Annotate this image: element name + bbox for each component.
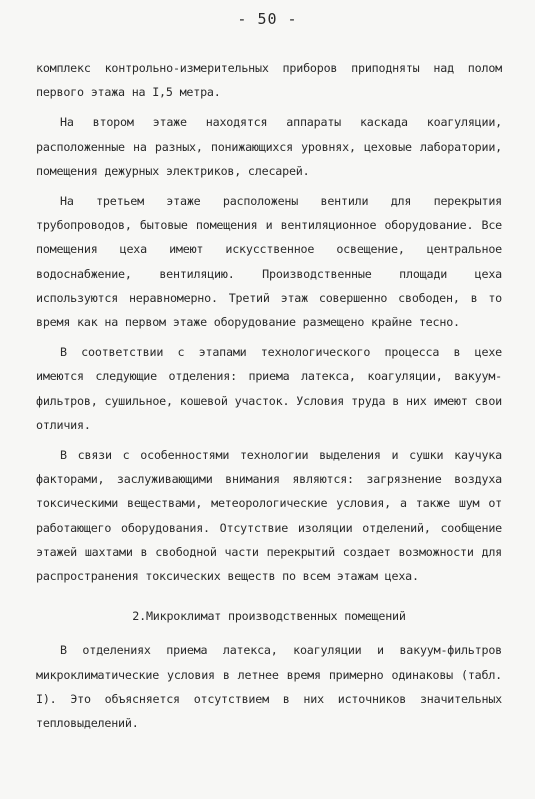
paragraph-second-floor: На втором этаже находятся аппараты каскада коагуляции, расположенные на разных, понижающихся уровнях, цеховые лаборатории, помещения дежурных электриков, слесарей. [36,115,502,178]
paragraph-third-floor: На третьем этаже расположены вентили для перекрытия трубопроводов, бытовые помещения и вентиляционное оборудование. Все помещения цеха имеют искусственное освещение, центральное водоснабжение, вентиляцию. Производственные площади цеха используются неравномерно. Третий этаж совершенно свободен, в то время как на первом этаже оборудование размещено крайне тесно. [36,194,502,330]
page-number: - 50 - [237,10,298,28]
paragraph-microclimate: В отделениях приема латекса, коагуляции и вакуум-фильтров микроклиматические условия в летнее время примерно одинаковы (табл. I). Это объясняется отсутствием в них источников значительных тепловыделений. [36,643,502,731]
paragraph-departments: В соответствии с этапами технологического процесса в цехе имеются следующие отделения: приема латекса, коагуляции, вакуум-фильтров, сушильное, кошевой участок. Условия труда в них имеют свои отличия. [36,345,502,432]
paragraph-continuation: комплекс контрольно-измерительных приборов приподняты над полом первого этажа на I,5 метра. [36,61,502,100]
section-heading: 2.Микроклимат производственных помещений [132,609,406,624]
paragraph-hazard-factors: В связи с особенностями технологии выделения и сушки каучука факторами, заслуживающими внимания являются: загрязнение воздуха токсическими веществами, метеорологические условия, а также шум от работающего оборудования. Отсутствие изоляции отделений, сообщение этажей шахтами в свободной части перекрытий создает возможности для распространения токсических веществ по всем этажам цеха. [36,448,502,584]
document-body [36,56,502,735]
